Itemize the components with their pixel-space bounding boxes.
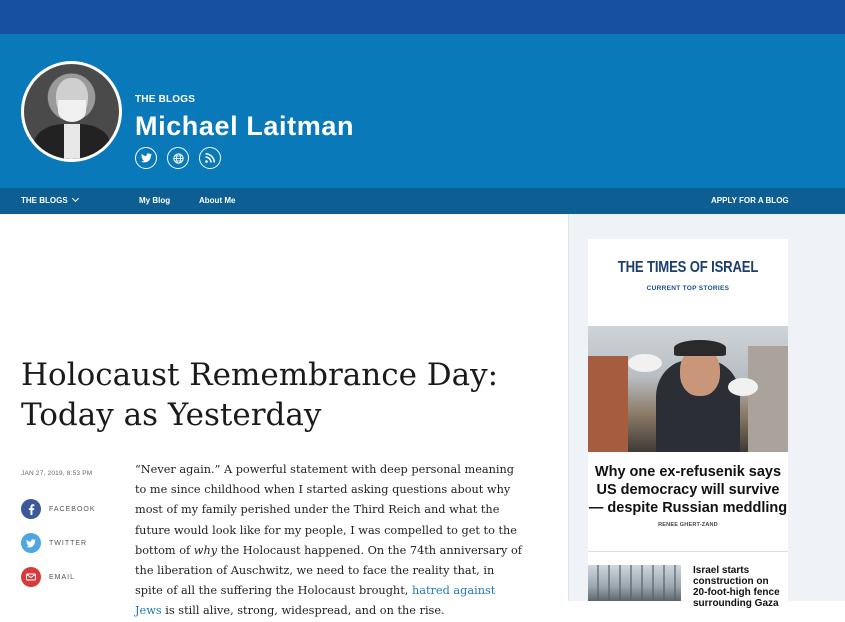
article-title: Holocaust Remembrance Day: Today as Yesterday: [21, 357, 499, 433]
story1-byline: RENEE GHERT-ZAND: [658, 522, 718, 528]
email-icon: [21, 567, 41, 587]
blog-nav-bar: [0, 188, 845, 214]
nav-about-me[interactable]: About Me: [199, 196, 236, 205]
blogs-kicker[interactable]: THE BLOGS: [135, 94, 196, 105]
facebook-icon: [21, 499, 41, 519]
share-email-label: EMAIL: [49, 573, 76, 581]
share-twitter[interactable]: [21, 533, 87, 553]
top-bar: [0, 0, 845, 34]
share-facebook[interactable]: [21, 499, 96, 519]
blog-header: [0, 34, 845, 188]
author-name[interactable]: Michael Laitman: [135, 111, 355, 141]
body-text-part2: the Holocaust happened. On the 74th anniversary of the liberation of Auschwitz, we need to face the reality that, in spite of all the suffering the Holocaust brought,: [135, 543, 522, 598]
body-text-part1: “Never again.” A powerful statement with deep personal meaning to me since childhood when I started asking questions about why most of my family perished under the Third Reich and what the future would look like for my people, I was compelled to get to the bottom of: [135, 463, 517, 557]
article-body: [135, 460, 525, 622]
twitter-icon[interactable]: [135, 147, 157, 169]
twitter-icon: [21, 533, 41, 553]
author-photo: [24, 64, 119, 159]
globe-icon[interactable]: [167, 147, 189, 169]
story2-image[interactable]: [588, 565, 681, 601]
nav-my-blog[interactable]: My Blog: [139, 196, 171, 205]
body-emphasis: why: [193, 543, 218, 557]
rss-icon[interactable]: [199, 147, 221, 169]
story2-title[interactable]: Israel starts construction on 20-foot-high fence surrounding Gaza: [693, 565, 780, 609]
chevron-down-icon: [72, 195, 79, 202]
author-social-links: [135, 147, 221, 169]
share-facebook-label: FACEBOOK: [49, 505, 96, 513]
nav-the-blogs-label: THE BLOGS: [21, 196, 68, 205]
story-divider: [588, 551, 788, 552]
post-date: JAN 27, 2019, 8:53 PM: [21, 470, 93, 477]
share-twitter-label: TWITTER: [49, 539, 88, 547]
body-text-part3: is still alive, strong, widespread, and on the rise.: [161, 604, 445, 618]
top-stories-subtitle: CURRENT TOP STORIES: [646, 285, 730, 292]
apply-for-blog-link[interactable]: APPLY FOR A BLOG: [711, 196, 789, 205]
story1-image[interactable]: [588, 326, 788, 452]
top-stories-widget: [588, 239, 788, 609]
hatred-against-jews-link[interactable]: hatred against Jews: [135, 584, 496, 618]
story1-title[interactable]: Why one ex-refusenik says US democracy will survive — despite Russian meddling: [588, 464, 788, 516]
nav-the-blogs-dropdown[interactable]: [21, 188, 78, 214]
author-avatar[interactable]: [21, 61, 122, 162]
times-of-israel-logo[interactable]: THE TIMES OF ISRAEL: [617, 259, 759, 276]
share-email[interactable]: [21, 567, 75, 587]
